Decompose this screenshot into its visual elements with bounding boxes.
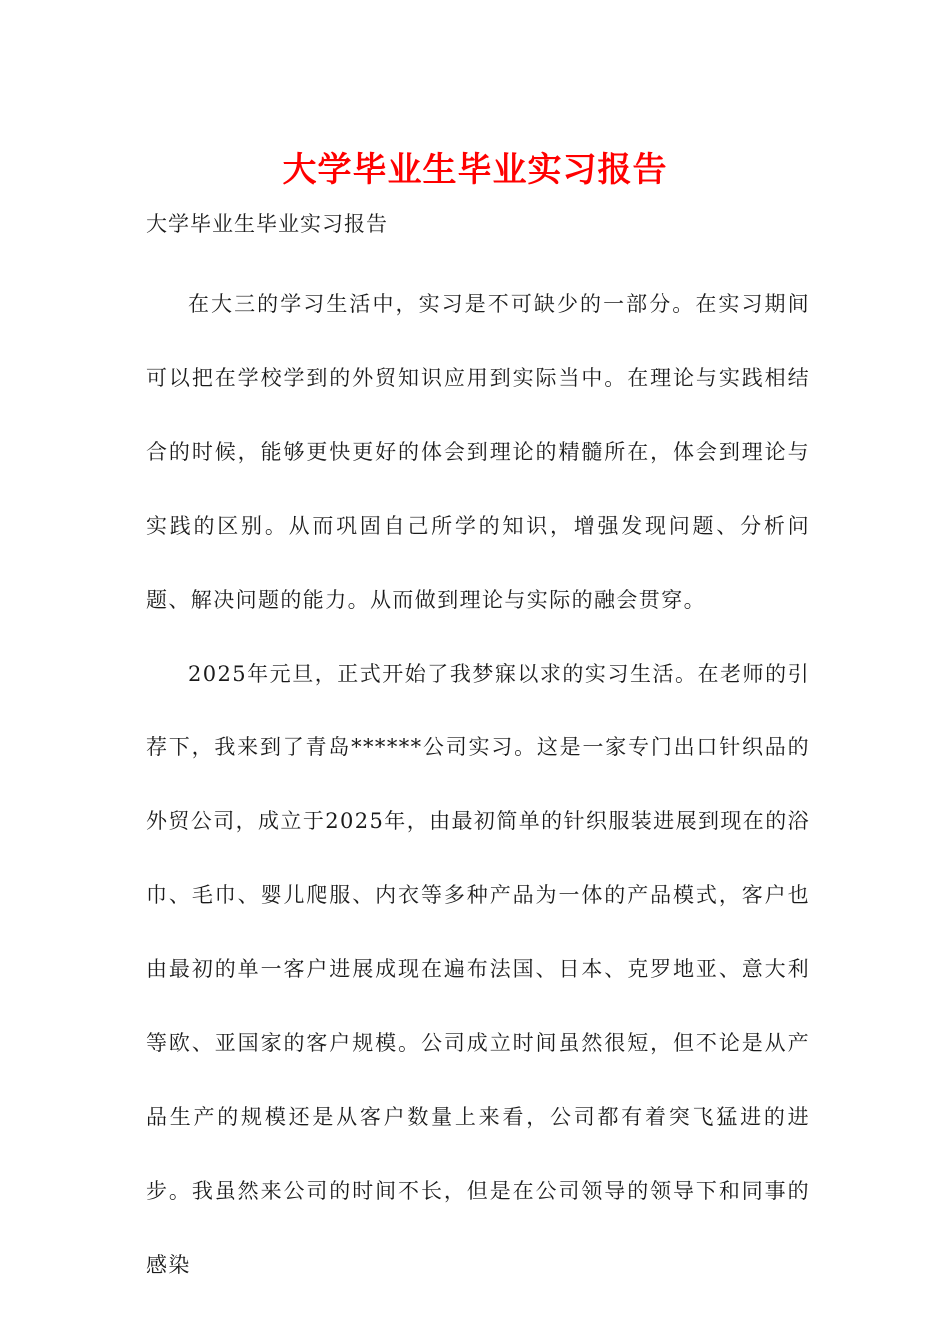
paragraph-2: 2025年元旦，正式开始了我梦寐以求的实习生活。在老师的引荐下，我来到了青岛******公司实习。这是一家专门出口针织品的外贸公司，成立于2025年，由最初简单的针织服装进展到现在的浴巾、毛巾、婴儿爬服、内衣等多种产品为一体的产品模式，客户也由最初的单一客户进展成现在遍布法国、日本、克罗地亚、意大利等欧、亚国家的客户规模。公司成立时间虽然很短，但不论是从产品生产的规模还是从客户数量上来看，公司都有着突飞猛进的进步。我虽然来公司的时间不长，但是在公司领导的领导下和同事的感染 — [146, 661, 810, 1277]
paragraph-1: 在大三的学习生活中，实习是不可缺少的一部分。在实习期间可以把在学校学到的外贸知识应用到实际当中。在理论与实践相结合的时候，能够更快更好的体会到理论的精髓所在，体会到理论与实践的区别。从而巩固自己所学的知识，增强发现问题、分析问题、解决问题的能力。从而做到理论与实际的融会贯穿。 — [146, 292, 810, 612]
document-body — [146, 268, 810, 1303]
document-title: 大学毕业生毕业实习报告 — [282, 150, 668, 190]
document-subtitle: 大学毕业生毕业实习报告 — [146, 212, 388, 236]
